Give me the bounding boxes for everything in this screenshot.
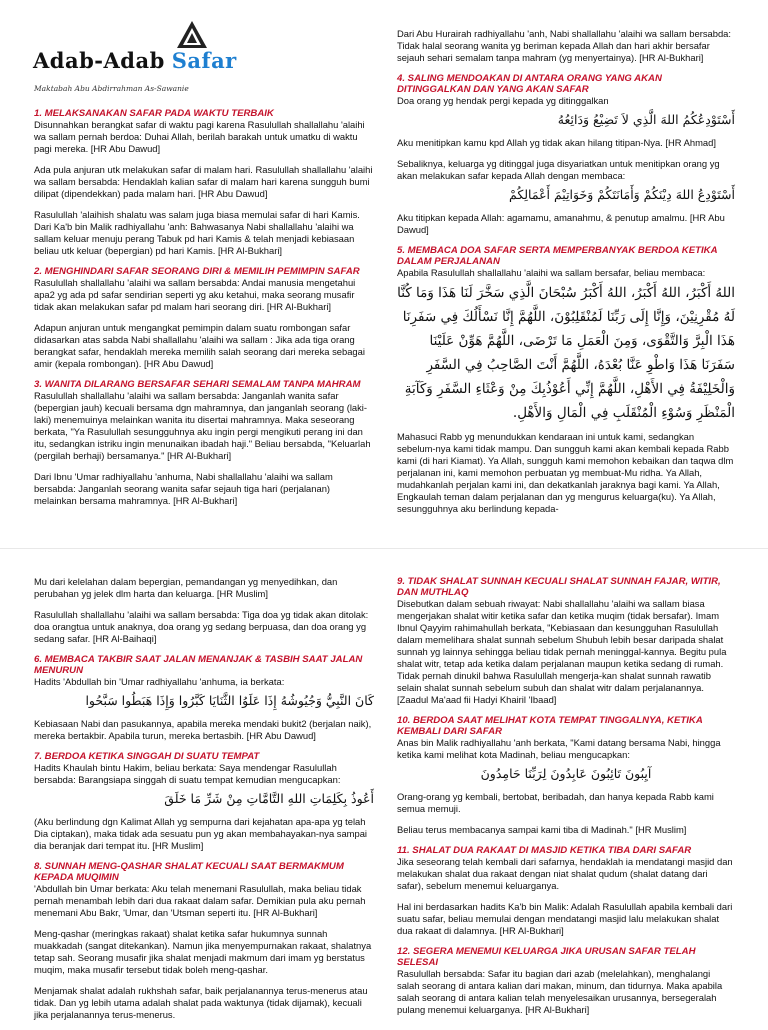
section-heading-2: 2. MENGHINDARI SAFAR SEORANG DIRI & MEMILIH PEMIMPIN SAFAR [34,266,360,277]
section-11-p1: Jika seseorang telah kembali dari safarnya, hendaklah ia mendatangi masjid dan melakukan shalat dua rakaat dengan niat shalat qudum (shalat datang dari safar), sebelum menemui keluarganya. [397,856,733,891]
section-12-p1: Rasulullah bersabda: Safar itu bagian dari azab (melelahkan), menghalangi salah seorang di antara kalian dari makan, minum, dan tidurnya. Maka apabila salah seorang di antara kalian telah menyelesaikan urusannya, bersegeralah pulang menemui keluarganya. [HR Al-Bukhari] [397,968,723,1015]
section-heading-3: 3. WANITA DILARANG BERSAFAR SEHARI SEMALAM TANPA MAHRAM [34,379,361,390]
section-heading-9: 9. TIDAK SHALAT SUNNAH KECUALI SHALAT SUNNAH FAJAR, WITIR, DAN MUTHLAQ [397,576,721,598]
section-8-p1: 'Abdullah bin Umar berkata: Aku telah menemani Rasulullah, maka beliau tidak pernah menambah lebih dari dua rakaat dalam safar. Demikian pula aku pernah menemani Abu Bakr, 'Umar, dan 'Utsman seperti itu. [HR Al-Bukhari] [34,883,366,918]
page-title [33,48,237,73]
section-1-p3: Rasulullah 'alaihish shalatu was salam juga biasa memulai safar di hari Kamis. Dari Ka'b bin Malik radhiyallahu 'anh: Bahwasanya Nabi shallallahu 'alaihi wa sallam keluar menuju perang Tabuk pd hari Kamis & telah menjadi kebiasaan beliau utk keluar (bepergian) pd hari Kamis. [HR Al-Bukhari] [34,209,360,256]
title-part2: Safar [171,48,237,73]
right-top-p1: Dari Abu Hurairah radhiyallahu 'anh, Nabi shallallahu 'alaihi wa sallam bersabda: Tidak halal seorang wanita yg beriman kepada Allah dan hari akhir bersafar sejauh sehari semalam tanpa mahram (yg menyertainya). [HR Al-Bukhari] [397,28,731,63]
section-heading-4: 4. SALING MENDOAKAN DI ANTARA ORANG YANG AKAN DITINGGALKAN DAN YANG AKAN SAFAR [397,73,662,95]
section-4-p4: Aku titipkan kepada Allah: agamamu, amanahmu, & penutup amalmu. [HR Abu Dawud] [397,212,725,235]
section-2-p2: Adapun anjuran untuk mengangkat pemimpin dalam suatu rombongan safar didasarkan atas sabda Nabi shallallahu 'alaihi wa sallam : Jika ada tiga orang berangkat safar, hendaklah mereka memilih salah seorang dari mereka sebagai amir (kepala rombongan). [HR Abu Dawud] [34,322,365,369]
column-top-left [34,108,374,516]
section-10-p3: Beliau terus membacanya sampai kami tiba di Madinah." [HR Muslim] [397,824,687,835]
section-5-arabic: اللهُ أَكْبَرُ، اللهُ أَكْبَرُ، اللهُ أَكْبَرُ سُبْحَانَ الَّذِي سَخَّرَ لَنَا هَذَا وَمَا كُنَّا لَهُ مُقْرِنِيْنَ، وَإِنَّا إِلَى رَبِّنَا لَمُنْقَلِبُوْنَ، اللَّهُمَّ إِنَّا نَسْأَلُكَ فِي سَفَرِنَا هَذَا الْبِرَّ وَالتَّقْوَى، وَمِنَ الْعَمَلِ مَا تَرْضَى، اللَّهُمَّ هَوِّنْ عَلَيْنَا سَفَرَنَا هَذَا وَاطْوِ عَنَّا بُعْدَهُ، اللَّهُمَّ أَنْتَ الصَّاحِبُ فِي السَّفَرِ وَالْخَلِيْفَةُ فِي الأَهْلِ، اللَّهُمَّ إِنِّي أَعُوْذُبِكَ مِنْ وَعْثَاءِ السَّفَرِ وَكَآبَةِ الْمَنْظَرِ وَسُوْءِ الْمُنْقَلَبِ فِي الْمَالِ وَالأَهْلِ. [397,285,735,421]
section-4-p3: Sebaliknya, keluarga yg ditinggal juga disyariatkan untuk menitipkan orang yg akan melakukan safar kepada Allah dengan membaca: [397,158,720,181]
section-4-arabic-2: أَسْتَوْدِعُ اللهَ دِيْنَكُمْ وَأَمَانَتَكُمْ وَخَوَاتِيْمَ أَعْمَالِكُمْ [509,187,735,202]
section-heading-5: 5. MEMBACA DOA SAFAR SERTA MEMPERBANYAK BERDOA KETIKA DALAM PERJALANAN [397,245,718,267]
title-part1: Adab-Adab [33,48,165,73]
section-4-p1: Doa orang yg hendak pergi kepada yg ditinggalkan [397,95,609,106]
page-divider [0,548,768,549]
section-heading-1: 1. MELAKSANAKAN SAFAR PADA WAKTU TERBAIK [34,108,274,119]
left-bottom-p1: Mu dari kelelahan dalam bepergian, pemandangan yg menyedihkan, dan perubahan yg jelek dlm harta dan keluarga. [HR Muslim] [34,576,338,599]
section-10-arabic: آيِبُونَ تَائِبُونَ عَابِدُونَ لِرَبِّنَا حَامِدُونَ [480,766,652,781]
column-bottom-left [34,576,374,1030]
logo-icon [175,20,209,50]
section-3-p2: Dari Ibnu 'Umar radhiyallahu 'anhuma, Nabi shallallahu 'alaihi wa sallam bersabda: Janganlah seorang wanita safar sejauh tiga hari (perjalanan) melainkan bersama mahramnya. [HR Al-Bukhari] [34,471,333,506]
section-1-p1: Disunnahkan berangkat safar di waktu pagi karena Rasulullah shallallahu 'alaihi wa sallam pernah berdoa: Duhai Allah, berilah barakah untuk umatku di waktu pagi mereka. [HR Abu Dawud] [34,119,365,154]
section-heading-12: 12. SEGERA MENEMUI KELUARGA JIKA URUSAN SAFAR TELAH SELESAI [397,946,696,968]
section-3-p1: Rasulullah shallallahu 'alaihi wa sallam bersabda: Janganlah wanita safar (bepergian jauh) kecuali bersama dgn mahramnya, dan janganlah seorang (laki-laki) menemuinya melainkan wanita itu disertai mahramnya. Maka seseorang berkata, "Ya Rasulullah sesungguhnya aku ingin pergi mengikuti perang ini dan itu, sedangkan istriku ingin menunaikan ibadah haji." Beliau bersabda, "Keluarlah (pergilah berhaji) bersamanya." [HR Al-Bukhari] [34,390,371,461]
left-bottom-p2: Rasulullah shallallahu 'alaihi wa sallam bersabda: Tiga doa yg tidak akan ditolak: doa orangtua untuk anaknya, doa orang yg sedang berpuasa, dan doa orang yg sedang safar. [HR Al-Baihaqi] [34,609,369,644]
section-7-p1: Hadits Khaulah bintu Hakim, beliau berkata: Saya mendengar Rasulullah bersabda: Barangsiapa singgah di suatu tempat kemudian mengucapkan: [34,762,341,785]
section-8-p2: Meng-qashar (meringkas rakaat) shalat ketika safar hukumnya sunnah muakkadah (sangat ditekankan). Namun jika menyempurnakan rakaat, shalatnya tetap sah. Seorang musafir jika shalat menjadi makmum dari imam yg berstatus muqim, maka musafir tersebut tidak boleh meng-qashar. [34,928,372,975]
author-line: Maktabah Abu Abdirrahman As-Sawanie [34,84,189,93]
section-4-arabic-1: أَسْتَوْدِعُكُمُ اللهَ الَّذِي لاَ تَضِيْعُ وَدَائِعُهُ [557,112,735,127]
section-10-p1: Anas bin Malik radhiyallahu 'anh berkata, "Kami datang bersama Nabi, hingga ketika kami melihat kota Madinah, beliau mengucapkan: [397,737,721,760]
title-block [30,20,360,104]
section-6-p1: Hadits 'Abdullah bin 'Umar radhiyallahu 'anhuma, ia berkata: [34,676,285,687]
section-7-p2: (Aku berlindung dgn Kalimat Allah yg sempurna dari kejahatan apa-apa yg telah Dia ciptakan), maka tidak ada sesuatu pun yg akan membahayakan-nya sampai dia beranjak dari tempat itu. [HR Muslim] [34,816,368,851]
section-1-p2: Ada pula anjuran utk melakukan safar di malam hari. Rasulullah shallallahu 'alaihi wa sallam bersabda: Hendaklah kalian safar di malam hari karena sungguh bumi dilipat (dipendekkan) pada malam hari. [HR Abu Dawud] [34,164,373,199]
section-heading-8: 8. SUNNAH MENG-QASHAR SHALAT KECUALI SAAT BERMAKMUM KEPADA MUQIMIN [34,861,344,883]
section-6-arabic: كَانَ النَّبِيُّ وَجُيُوشُهُ إِذَا عَلَوُا الثَّنَايَا كَبَّرُوا وَإِذَا هَبَطُوا سَبَّحُوا [85,693,374,708]
section-9-p1: Disebutkan dalam sebuah riwayat: Nabi shallallahu 'alaihi wa sallam biasa mengerjakan shalat witir ketika safar dan ketika muqim (tidak bersafar). Imam Ibnul Qayyim rahimahullah berkata, "Kebiasaan dan kesungguhan Rasulullah dalam memelihara shalat sunnah sebelum Shubuh lebih besar daripada shalat sunnah yg lainnya sehingga beliau tidak pernah meninggal-kannya. Begitu pula shalat witr, tetap ada ketika dalam perjalanan maupun ketika sedang di rumah. Tidak pernah dinukil bahwa Rasulullah mengerja-kan shalat sunnah rawatib selain shalat sunnah sebelum subuh dan shalat witr dalam perjalanannya. [Zaadul Ma'aad fii Hadyi Khairil 'Ibaad] [397,598,727,705]
section-heading-10: 10. BERDOA SAAT MELIHAT KOTA TEMPAT TINGGALNYA, KETIKA KEMBALI DARI SAFAR [397,715,703,737]
section-5-p2: Mahasuci Rabb yg menundukkan kendaraan ini untuk kami, sedangkan sebelum-nya kami tidak mampu. Dan sungguh kami akan kembali kepada Rabb kami (di hari Kiamat). Ya Allah, sungguh kami memohon kebaikan dan taqwa dlm perjalanan ini, kami memohon perbuatan yg membuat-Mu ridha. Ya Allah, mudahkanlah perjalan kami ini, dan dekatkanlah jaraknya bagi kami. Ya Allah, Engkaulah teman dalam perjalanan dan yg mengurus keluarga(ku). Ya Allah, sesungguhnya aku berlindung kepada- [397,431,734,514]
section-4-p2: Aku menitipkan kamu kpd Allah yg tidak akan hilang titipan-Nya. [HR Ahmad] [397,137,716,148]
section-11-p2: Hal ini berdasarkan hadits Ka'b bin Malik: Adalah Rasulullah apabila kembali dari suatu safar, beliau memulai dengan mendatangi masjid lalu melakukan shalat dua rakaat di dalamnya. [HR Al-Bukhari] [397,901,733,936]
section-heading-11: 11. SHALAT DUA RAKAAT DI MASJID KETIKA TIBA DARI SAFAR [397,845,692,856]
section-heading-7: 7. BERDOA KETIKA SINGGAH DI SUATU TEMPAT [34,751,260,762]
section-8-p3: Menjamak shalat adalah rukhshah safar, baik perjalanannya terus-menerus atau tidak. Dan yg lebih utama adalah shalat pada waktunya (tidak dijamak), kecuali jika perjalanannya terus-menerus. [34,985,368,1020]
column-top-right [397,28,735,524]
section-5-p1: Apabila Rasulullah shallallahu 'alaihi wa sallam bersafar, beliau membaca: [397,267,706,278]
section-7-arabic: أَعُوذُ بِكَلِمَاتِ اللهِ التَّامَّاتِ مِنْ شَرِّ مَا خَلَقَ [164,791,374,806]
section-10-p2: Orang-orang yg kembali, bertobat, beribadah, dan hanya kepada Rabb kami semua memuji. [397,791,714,814]
column-bottom-right [397,576,735,1025]
section-heading-6: 6. MEMBACA TAKBIR SAAT JALAN MENANJAK & TASBIH SAAT JALAN MENURUN [34,654,363,676]
section-6-p2: Kebiasaan Nabi dan pasukannya, apabila mereka mendaki bukit2 (berjalan naik), mereka bertakbir. Apabila turun, mereka bertasbih. [HR Abu Dawud] [34,718,372,741]
section-2-p1: Rasulullah shallallahu 'alaihi wa sallam bersabda: Andai manusia mengetahui apa2 yg ada pd safar sendirian seperti yg aku ketahui, maka seorang musafir tidak akan melakukan safar pd malam hari seorang diri. [HR Al-Bukhari] [34,277,356,312]
